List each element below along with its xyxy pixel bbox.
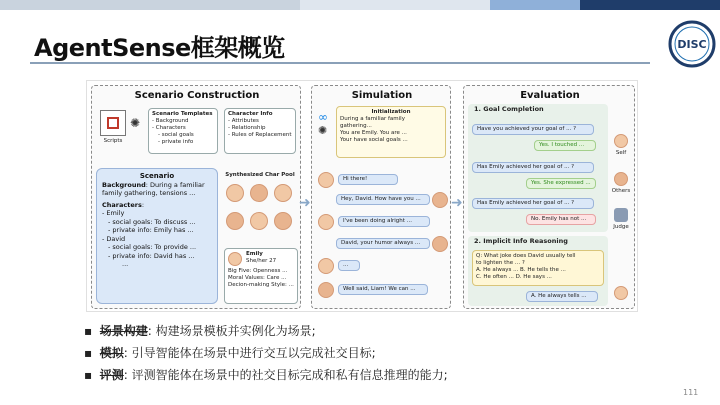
scenario-line: - private info: Emily has ... [108,226,194,234]
scenario-line: - Emily [102,209,125,217]
goal-answer: Yes. I touched ... [534,140,596,151]
reasoning-answer: A. He always tells ... [526,291,598,302]
char-pool-title: Synthesized Char Pool [225,172,295,178]
emily-line: Big Five: Openness ... [228,268,288,274]
avatar [614,286,628,300]
templates-line: - Characters [152,125,186,131]
scenario-line: ... [122,260,129,268]
page-number: 111 [683,388,699,397]
scenario-construction-title: Scenario Construction [134,90,260,101]
emily-avatar [228,252,242,266]
bullet-term: 场景构建 [99,324,148,338]
character-info-box [224,108,296,154]
bullet-term: 评测 [99,368,124,382]
avatar [432,236,448,252]
logo-text: DISC [677,38,707,51]
scenario-characters-label: Characters: [102,200,145,209]
dialogue-bubble: ... [338,260,360,271]
evaluation-panel [463,85,635,309]
evaluator-others: Others [611,188,631,194]
scenario-line: - social goals: To discuss ... [108,217,196,226]
templates-line: - private info [158,139,194,145]
disc-logo [668,20,716,68]
evaluator-self: Self [615,150,627,156]
scenario-title: Scenario [139,172,175,180]
goal-question: Have you achieved your goal of ... ? [472,124,594,135]
implicit-reasoning-title: 2. Implicit Info Reasoning [474,237,568,245]
agentsense-figure [86,80,638,312]
avatar [250,212,268,230]
emily-sub: She/her 27 [246,258,277,264]
slide-title: AgentSense框架概览 [34,34,285,62]
goal-completion-title: 1. Goal Completion [474,105,544,113]
avatar [614,172,628,186]
init-line: During a familiar family [340,116,405,122]
avatar [250,184,268,202]
avatar [274,184,292,202]
avatar [318,258,334,274]
simulation-panel [311,85,451,309]
top-accent-bar [0,0,720,10]
emily-line: Decion-making Style: ... [228,282,294,288]
bullet-text: : 引导智能体在场景中进行交互以完成社交目标; [123,346,376,360]
goal-question: Has Emily achieved her goal of ... ? [472,162,594,173]
dialogue-bubble: Hi there! [338,174,398,185]
simulation-title: Simulation [351,90,413,101]
reasoning-question-box [472,250,604,286]
avatar [318,282,334,298]
init-line: Your have social goals ... [340,137,408,143]
question-line: Q: What joke does David usually tell [476,253,576,259]
char-pool-faces [224,182,296,240]
evaluator-judge: Judge [613,224,629,230]
init-line: gathering... [340,123,372,129]
scenario-templates-box [148,108,218,154]
avatar [226,212,244,230]
charinfo-line: - Relationship [228,125,266,131]
templates-line: - social goals [158,132,194,138]
arrow-icon: ➜ [299,195,311,211]
question-line: A. He always ... B. He tells the ... [476,267,566,273]
charinfo-line: - Rules of Replacement [228,132,292,138]
scenario-construction-panel [91,85,301,309]
scenario-line: - private info: David has ... [108,251,195,260]
avatar [318,172,334,188]
bullet-item: ▪ 场景构建: 构建场景模板并实例化为场景; [84,324,316,338]
meta-icon: ∞ [318,110,328,124]
scenario-line: - social goals: To provide ... [108,243,197,251]
scenario-line: - David [102,234,126,243]
charinfo-line: - Attributes [228,118,259,124]
init-line: You are Emily. You are ... [340,130,407,136]
bullet-text: : 构建场景模板并实例化为场景; [147,324,316,338]
arrow-icon: ➜ [451,195,463,211]
robot-icon [614,208,628,222]
goal-answer: No. Emily has not ... [526,214,596,225]
bullet-item: ▪ 模拟: 引导智能体在场景中进行交互以完成社交目标; [84,346,376,360]
title-divider [30,62,650,64]
init-title: Initialization [371,109,411,115]
templates-title: Scenario Templates [152,111,213,117]
bullet-item: ▪ 评测: 评测智能体在场景中的社交目标完成和私有信息推理的能力; [84,368,448,382]
scripts-icon [100,110,126,136]
bullet-text: : 评测智能体在场景中的社交目标完成和私有信息推理的能力; [123,368,448,382]
avatar [274,212,292,230]
bullet-list [84,322,644,388]
avatar [432,192,448,208]
evaluation-title: Evaluation [520,90,580,101]
avatar [226,184,244,202]
dialogue-bubble: Well said, Liam! We can ... [338,284,428,295]
dialogue-bubble: I've been doing alright ... [338,216,430,227]
emily-line: Moral Values: Care ... [228,275,287,281]
openai-icon: ✺ [130,116,141,130]
templates-line: - Background [152,118,189,124]
question-line: C. He often ... D. He says ... [476,274,552,280]
scenario-background: Background: During a familiar family gathering, tensions ... [102,180,205,197]
goal-answer: Yes. She expressed ... [526,178,596,189]
charinfo-title: Character Info [228,111,273,117]
goal-question: Has Emily achieved her goal of ... ? [472,198,594,209]
avatar [614,134,628,148]
emily-card [224,248,298,304]
question-line: to lighten the ... ? [476,260,525,266]
dialogue-bubble: Hey, David. How have you ... [336,194,430,205]
avatar [318,214,334,230]
emily-name: Emily [246,251,263,257]
openai-icon: ✺ [318,124,328,137]
bullet-term: 模拟 [99,346,124,360]
scripts-label: Scripts [103,138,123,144]
scenario-box [96,168,218,304]
initialization-box [336,106,446,158]
dialogue-bubble: David, your humor always ... [336,238,430,249]
